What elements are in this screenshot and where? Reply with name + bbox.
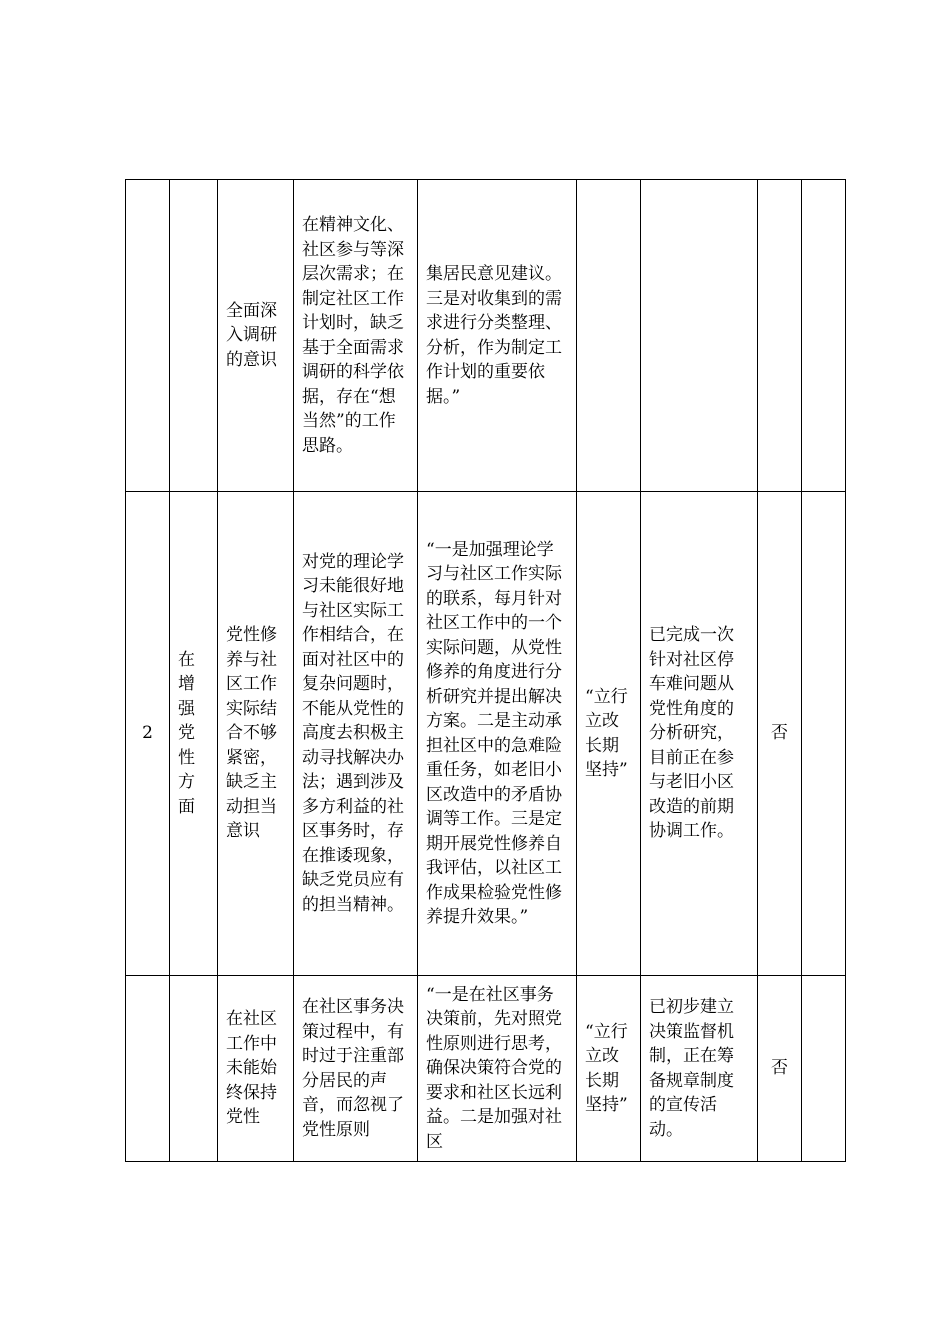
row-index-cell <box>126 180 170 492</box>
row-index-cell: 2 <box>126 492 170 976</box>
completed-cell: 否 <box>758 976 802 1162</box>
measures-cell: “一是在社区事务决策前，先对照党性原则进行思考，确保决策符合党的要求和社区长远利益。二是加强对社区 <box>418 976 577 1162</box>
table-row <box>126 180 846 492</box>
timing-cell: “立行立改长期坚持” <box>577 976 641 1162</box>
progress-cell: 已完成一次针对社区停车难问题从党性角度的分析研究，目前正在参与老旧小区改造的前期协调工作。 <box>641 492 758 976</box>
timing-cell <box>577 180 641 492</box>
area-cell: 在增强党性方面 <box>170 492 218 976</box>
details-cell: 在精神文化、社区参与等深层次需求；在制定社区工作计划时，缺乏基于全面需求调研的科学依据，存在“想当然”的工作思路。 <box>294 180 418 492</box>
details-cell: 对党的理论学习未能很好地与社区实际工作相结合，在面对社区中的复杂问题时，不能从党性的高度去积极主动寻找解决办法；遇到涉及多方利益的社区事务时，存在推诿现象，缺乏党员应有的担当精神。 <box>294 492 418 976</box>
completed-cell <box>758 180 802 492</box>
measures-cell: 集居民意见建议。三是对收集到的需求进行分类整理、分析，作为制定工作计划的重要依据。” <box>418 180 577 492</box>
progress-cell: 已初步建立决策监督机制，正在筹备规章制度的宣传活动。 <box>641 976 758 1162</box>
progress-cell <box>641 180 758 492</box>
issue-cell: 全面深入调研的意识 <box>218 180 294 492</box>
remark-cell <box>802 976 846 1162</box>
remark-cell <box>802 492 846 976</box>
issue-cell: 在社区工作中未能始终保持党性 <box>218 976 294 1162</box>
measures-cell: “一是加强理论学习与社区工作实际的联系，每月针对社区工作中的一个实际问题，从党性修养的角度进行分析研究并提出解决方案。二是主动承担社区中的急难险重任务，如老旧小区改造中的矛盾协调等工作。三是定期开展党性修养自我评估，以社区工作成果检验党性修养提升效果。” <box>418 492 577 976</box>
row-index-cell <box>126 976 170 1162</box>
issue-cell: 党性修养与社区工作实际结合不够紧密，缺乏主动担当意识 <box>218 492 294 976</box>
area-cell <box>170 180 218 492</box>
completed-cell: 否 <box>758 492 802 976</box>
rectification-table <box>125 179 846 1162</box>
table-row <box>126 976 846 1162</box>
details-cell: 在社区事务决策过程中，有时过于注重部分居民的声音，而忽视了党性原则 <box>294 976 418 1162</box>
area-cell <box>170 976 218 1162</box>
remark-cell <box>802 180 846 492</box>
table-row <box>126 492 846 976</box>
timing-cell: “立行立改长期坚持” <box>577 492 641 976</box>
